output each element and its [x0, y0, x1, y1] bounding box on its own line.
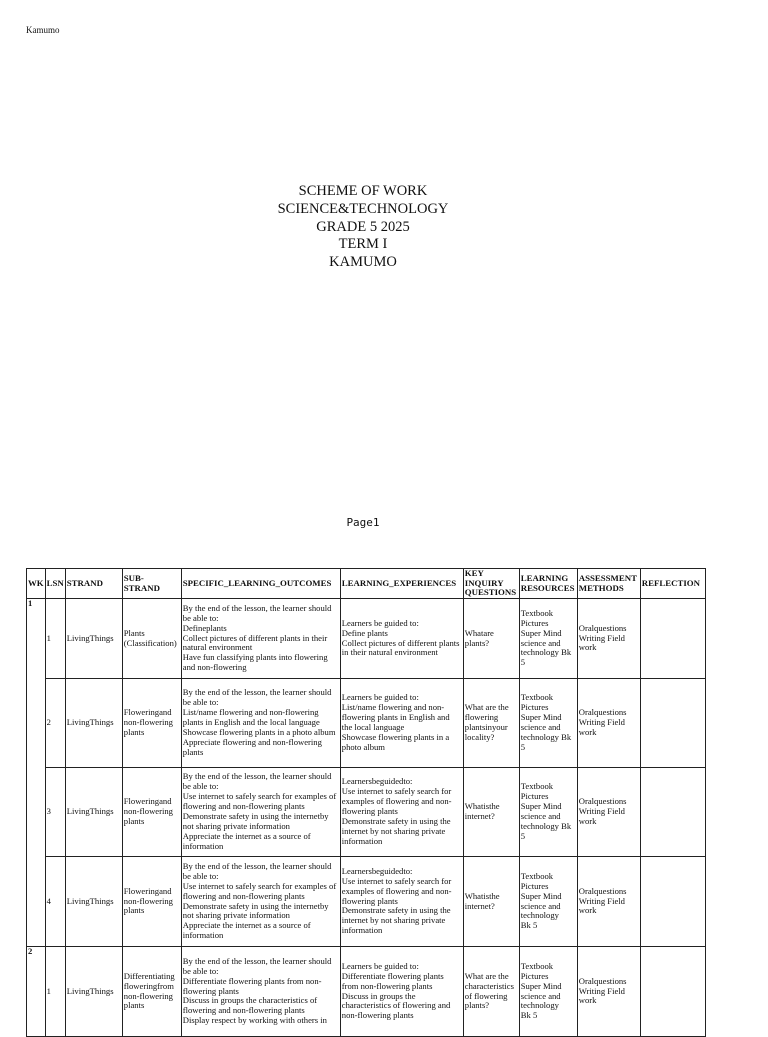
lesson-cell: 2 [45, 679, 65, 768]
outcomes-cell: By the end of the lesson, the learner should be able to: Use internet to safely search for examples of flowering and non-flowering plants Demonstrate safety in using the internetby not sharing private information Appreciate the internet as a source of information [181, 857, 340, 947]
sub-strand-cell: Differentiating floweringfrom non-flowering plants [122, 947, 181, 1037]
table-row [27, 947, 706, 1037]
lesson-cell: 1 [45, 947, 65, 1037]
assessment-cell: Oralquestions Writing Field work [577, 599, 640, 679]
sub-strand-cell: Floweringand non-flowering plants [122, 768, 181, 857]
resources-cell: Textbook Pictures Super Mind science and technology Bk 5 [519, 679, 577, 768]
lesson-cell: 4 [45, 857, 65, 947]
inquiry-cell: Whatisthe internet? [463, 857, 519, 947]
reflection-cell [640, 947, 705, 1037]
week-cell: 1 [27, 599, 46, 947]
sub-strand-cell: Floweringand non-flowering plants [122, 857, 181, 947]
experiences-cell: Learners be guided to: Differentiate flowering plants from non-flowering plants Discuss in groups the characteristics of flowering and non-flowering plants [340, 947, 463, 1037]
header-sub-strand: SUB- STRAND [122, 569, 181, 599]
header-reflection: REFLECTION [640, 569, 705, 599]
lesson-cell: 3 [45, 768, 65, 857]
title-line: GRADE 5 2025 [316, 218, 410, 235]
sub-strand-cell: Plants (Classification) [122, 599, 181, 679]
assessment-cell: Oralquestions Writing Field work [577, 857, 640, 947]
table-row [27, 679, 706, 768]
experiences-cell: Learnersbeguidedto: Use internet to safely search for examples of flowering and non-flowering plants Demonstrate safety in using the internet by not sharing private information [340, 857, 463, 947]
header-strand: STRAND [65, 569, 122, 599]
lesson-cell: 1 [45, 599, 65, 679]
table-row [27, 599, 706, 679]
title-line: SCIENCE&TECHNOLOGY [277, 200, 449, 217]
outcomes-cell: By the end of the lesson, the learner should be able to: Differentiate flowering plants from non-flowering plants Discuss in groups the characteristics of flowering and non-flowering plants Display respect by working with others in [181, 947, 340, 1037]
resources-cell: Textbook Pictures Super Mind science and technology Bk 5 [519, 857, 577, 947]
inquiry-cell: What are the characteristics of flowering plants? [463, 947, 519, 1037]
title-line: TERM I [338, 236, 388, 253]
header-lsn: LSN [45, 569, 65, 599]
assessment-cell: Oralquestions Writing Field work [577, 947, 640, 1037]
outcomes-cell: By the end of the lesson, the learner should be able to: Use internet to safely search for examples of flowering and non-flowering plants Demonstrate safety in using the internetby not sharing private information Appreciate the internet as a source of information [181, 768, 340, 857]
strand-cell: LivingThings [65, 679, 122, 768]
week-cell: 2 [27, 947, 46, 1037]
strand-cell: LivingThings [65, 947, 122, 1037]
strand-cell: LivingThings [65, 768, 122, 857]
reflection-cell [640, 857, 705, 947]
strand-cell: LivingThings [65, 599, 122, 679]
resources-cell: Textbook Pictures Super Mind science and technology Bk 5 [519, 947, 577, 1037]
document-header-name: Kamumo [26, 25, 60, 35]
header-resources: LEARNING RESOURCES [519, 569, 577, 599]
assessment-cell: Oralquestions Writing Field work [577, 768, 640, 857]
resources-cell: Textbook Pictures Super Mind science and technology Bk 5 [519, 768, 577, 857]
outcomes-cell: By the end of the lesson, the learner should be able to: List/name flowering and non-flowering plants in English and the local language Showcase flowering plants in a photo album Appreciate flowering and non-flowering plants [181, 679, 340, 768]
experiences-cell: Learners be guided to: Define plants Collect pictures of different plants in their natural environment [340, 599, 463, 679]
outcomes-cell: By the end of the lesson, the learner should be able to: Defineplants Collect pictures of different plants in their natural environment Have fun classifying plants into flowering and non-flowering [181, 599, 340, 679]
table-row [27, 857, 706, 947]
reflection-cell [640, 599, 705, 679]
header-wk: WK [27, 569, 46, 599]
experiences-cell: Learners be guided to: List/name flowering and non-flowering plants in English and the local language Showcase flowering plants in a photo album [340, 679, 463, 768]
resources-cell: Textbook Pictures Super Mind science and technology Bk 5 [519, 599, 577, 679]
title-line: KAMUMO [329, 254, 397, 271]
title-line: SCHEME OF WORK [298, 183, 428, 199]
scheme-of-work-table [26, 568, 706, 1037]
document-title [0, 183, 726, 272]
table-row [27, 768, 706, 857]
experiences-cell: Learnersbeguidedto: Use internet to safely search for examples of flowering and non-flowering plants Demonstrate safety in using the internet by not sharing private information [340, 768, 463, 857]
table-header-row [27, 569, 706, 599]
inquiry-cell: Whatare plants? [463, 599, 519, 679]
header-assessment: ASSESSMENT METHODS [577, 569, 640, 599]
sub-strand-cell: Floweringand non-flowering plants [122, 679, 181, 768]
header-inquiry: KEY INQUIRY QUESTIONS [463, 569, 519, 599]
strand-cell: LivingThings [65, 857, 122, 947]
assessment-cell: Oralquestions Writing Field work [577, 679, 640, 768]
header-experiences: LEARNING_EXPERIENCES [340, 569, 463, 599]
reflection-cell [640, 679, 705, 768]
inquiry-cell: What are the flowering plantsinyour locality? [463, 679, 519, 768]
header-outcomes: SPECIFIC_LEARNING_OUTCOMES [181, 569, 340, 599]
reflection-cell [640, 768, 705, 857]
page-label: Page1 [346, 516, 380, 529]
inquiry-cell: Whatisthe internet? [463, 768, 519, 857]
